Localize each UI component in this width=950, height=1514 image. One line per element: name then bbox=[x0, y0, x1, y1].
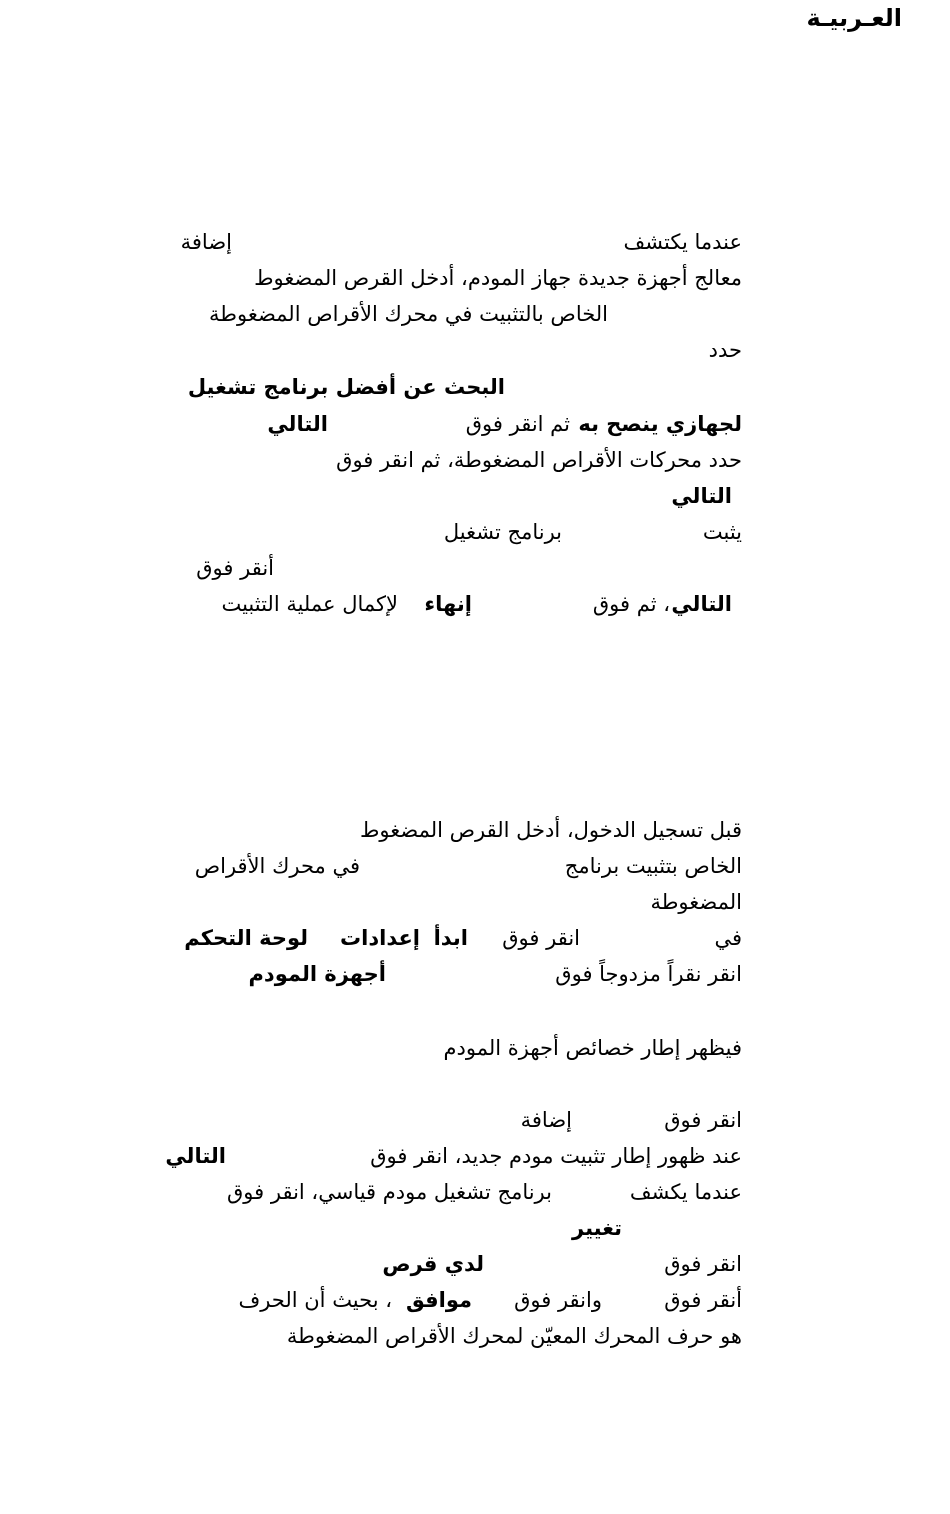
s2-line2-text-b: في محرك الأقراص bbox=[194, 854, 360, 878]
s2-line9-text-b: برنامج تشغيل مودم قياسي، انقر فوق bbox=[227, 1180, 552, 1204]
s2-line4-text-b: انقر فوق bbox=[502, 926, 580, 950]
s1-line11-text-d: لإكمال عملية التثبيت bbox=[221, 592, 398, 616]
s2-line12-bold-c: موافق bbox=[405, 1288, 472, 1312]
s2-line8-bold-b: التالي bbox=[165, 1144, 226, 1168]
s2-line11-text-a: انقر فوق bbox=[664, 1252, 742, 1276]
s2-line3-text: المضغوطة bbox=[650, 890, 742, 914]
s2-line6-text: فيظهر إطار خصائص أجهزة المودم bbox=[443, 1036, 742, 1060]
s2-line9-text-a: عندما يكشف bbox=[629, 1180, 742, 1204]
s2-line1-text: قبل تسجيل الدخول، أدخل القرص المضغوط bbox=[359, 818, 742, 842]
s2-line4-bold-c: ابدأ bbox=[433, 926, 468, 950]
s1-line7-text: حدد محركات الأقراص المضغوطة، ثم انقر فوق bbox=[336, 448, 742, 472]
s2-line4-bold-d: إعدادات bbox=[340, 926, 420, 950]
s1-line11-bold-a: التالي bbox=[671, 592, 732, 616]
s2-line5-text-a: انقر نقراً مزدوجاً فوق bbox=[555, 962, 742, 986]
s2-line12-text-a: أنقر فوق bbox=[664, 1288, 742, 1312]
s2-line7-text-a: انقر فوق bbox=[664, 1108, 742, 1132]
s1-line9-text-b: برنامج تشغيل bbox=[443, 520, 562, 544]
s2-line11-bold-b: لدي قرص bbox=[382, 1252, 484, 1276]
s1-line9-text-a: يثبت bbox=[702, 520, 742, 544]
s2-line7-text-b: إضافة bbox=[520, 1108, 572, 1132]
s1-line6-bold-c: التالي bbox=[267, 412, 328, 436]
s1-line3-text: الخاص بالتثبيت في محرك الأقراص المضغوطة bbox=[209, 302, 608, 326]
s1-line5-bold: البحث عن أفضل برنامج تشغيل bbox=[187, 375, 505, 399]
s1-line1-text-a: عندما يكتشف bbox=[623, 230, 742, 254]
s2-line2-text-a: الخاص بتثبيت برنامج bbox=[564, 854, 742, 878]
s1-line10-text: أنقر فوق bbox=[196, 556, 274, 580]
s1-line6-bold-a: لجهازي ينصح به bbox=[578, 412, 742, 436]
s2-line12-text-b: وانقر فوق bbox=[514, 1288, 602, 1312]
s1-line11-text-b: ، ثم فوق bbox=[592, 592, 670, 616]
language-heading: العـربيـة bbox=[806, 4, 902, 32]
s1-line1-text-b: إضافة bbox=[180, 230, 232, 254]
s1-line8-bold: التالي bbox=[671, 484, 732, 508]
s2-line4-bold-e: لوحة التحكم bbox=[184, 926, 308, 950]
s2-line4-text-a: في bbox=[714, 926, 742, 950]
s2-line12-text-d: ، بحيث أن الحرف bbox=[238, 1288, 392, 1312]
s1-line11-bold-c: إنهاء bbox=[424, 592, 472, 616]
s2-line10-bold: تغيير bbox=[572, 1216, 622, 1240]
s1-line2-text: معالج أجهزة جديدة جهاز المودم، أدخل القرص المضغوط bbox=[254, 266, 742, 290]
s1-line6-text: ثم انقر فوق bbox=[465, 412, 570, 436]
s2-line13-text: هو حرف المحرك المعيّن لمحرك الأقراص المضغوطة bbox=[286, 1324, 742, 1348]
s2-line8-text-a: عند ظهور إطار تثبيت مودم جديد، انقر فوق bbox=[370, 1144, 742, 1168]
s1-line4-text: حدد bbox=[708, 338, 742, 362]
s2-line5-bold-b: أجهزة المودم bbox=[248, 962, 386, 986]
